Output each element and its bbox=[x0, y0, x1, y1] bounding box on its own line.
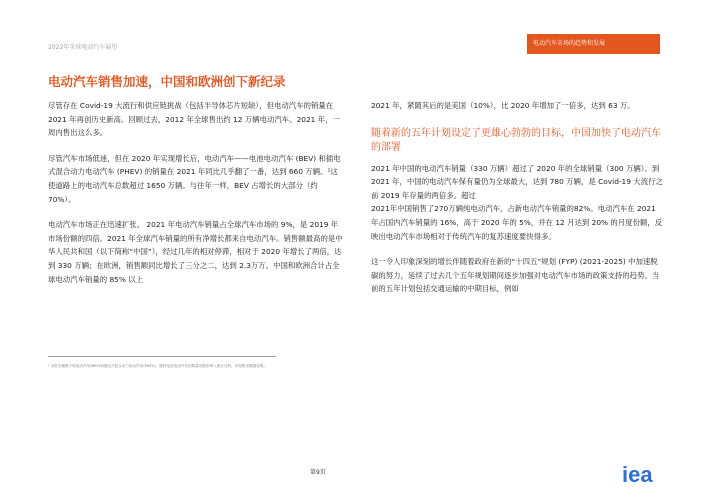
subheading: 随着新的五年计划设定了更雄心勃勃的目标，中国加快了电动汽车的部署 bbox=[371, 127, 661, 153]
footnote: ¹ 本报告聚焦于纯电动汽车(BEV)和插电式混合动力电动汽车(PHEV)，燃料电池电动汽车因数量有限未纳入统计分析，详见附录数据说明。 bbox=[48, 364, 268, 368]
paragraph: 尽管存在 Covid-19 大流行和供应链挑战（包括半导体芯片短缺），但电动汽车的销量在 2021 年再创历史新高。回顾过去，2012 年全球售出约 12 万辆电动汽车。2021 年，一周内售出这么多。 bbox=[48, 101, 340, 138]
section-title: 电动汽车销售加速，中国和欧洲创下新纪录 bbox=[48, 74, 286, 89]
paragraph: 这一令人印象深刻的增长伴随着政府在新的“十四五”规划 (FYP) (2021-2025) 中加速脱碳的努力，延续了过去几个五年规划期间逐步加强对电动汽车市场的政策支持的趋势。当前的五年计划包括交通运输的中期目标，例如 bbox=[371, 257, 660, 294]
right-column bbox=[371, 99, 663, 296]
page-number: 第9页 bbox=[310, 469, 326, 476]
svg-text:iea: iea bbox=[622, 462, 653, 486]
paragraph: 电动汽车市场正在迅速扩张。 2021 年电动汽车销量占全球汽车市场的 9%，是 2019 年市场份额的四倍。2021 年全球汽车销量的所有净增长都来自电动汽车。销售额最高的是中华人民共和国（以下简称“中国”），经过几年的相对停滞，相对于 2020 年增长了两倍，达到 330 万辆；在欧洲，销售额同比增长了三分之二，达到 2.3万万。中国和欧洲合计占全球电动汽车销量的 85% 以上 bbox=[48, 220, 343, 284]
paragraph-continuation: 2021 年，紧随其后的是美国（10%），比 2020 年增加了一倍多，达到 63 万。 bbox=[371, 101, 635, 110]
footnote-divider bbox=[48, 356, 276, 357]
paragraph: 2021年中国销售了270万辆纯电动汽车，占新电动汽车销量的82%。电动汽车在 2021 年占国内汽车销量的 16%，高于 2020 年的 5%，并在 12 月达到 20% 的月度份额，反映出电动汽车市场相对于传统汽车的复苏速度要快得多。 bbox=[371, 204, 663, 241]
section-tab[interactable]: 电动汽车市场的趋势和发展 bbox=[527, 34, 660, 54]
document-title: 2022年全球电动汽车展望 bbox=[48, 44, 118, 51]
paragraph: 2021 年中国的电动汽车销量（330 万辆）超过了 2020 年的全球销量（300 万辆）。到 2021 年，中国的电动汽车保有量仍为全球最大，达到 780 万辆，是 Covid-19 大流行之前 2019 年存量的两倍多。超过 bbox=[371, 163, 663, 200]
left-column bbox=[48, 99, 344, 286]
paragraph: 尽管汽车市场低迷，但在 2020 年实现增长后，电动汽车——电池电动汽车 (BEV) 和插电式混合动力电动汽车 (PHEV) 的销量在 2021 年同比几乎翻了一番，达到 660 万辆。¹这使道路上的电动汽车总数超过 1650 万辆。与往年一样，BEV 占增长的大部分（约 70%）。 bbox=[48, 153, 341, 204]
iea-logo[interactable] bbox=[622, 462, 664, 486]
